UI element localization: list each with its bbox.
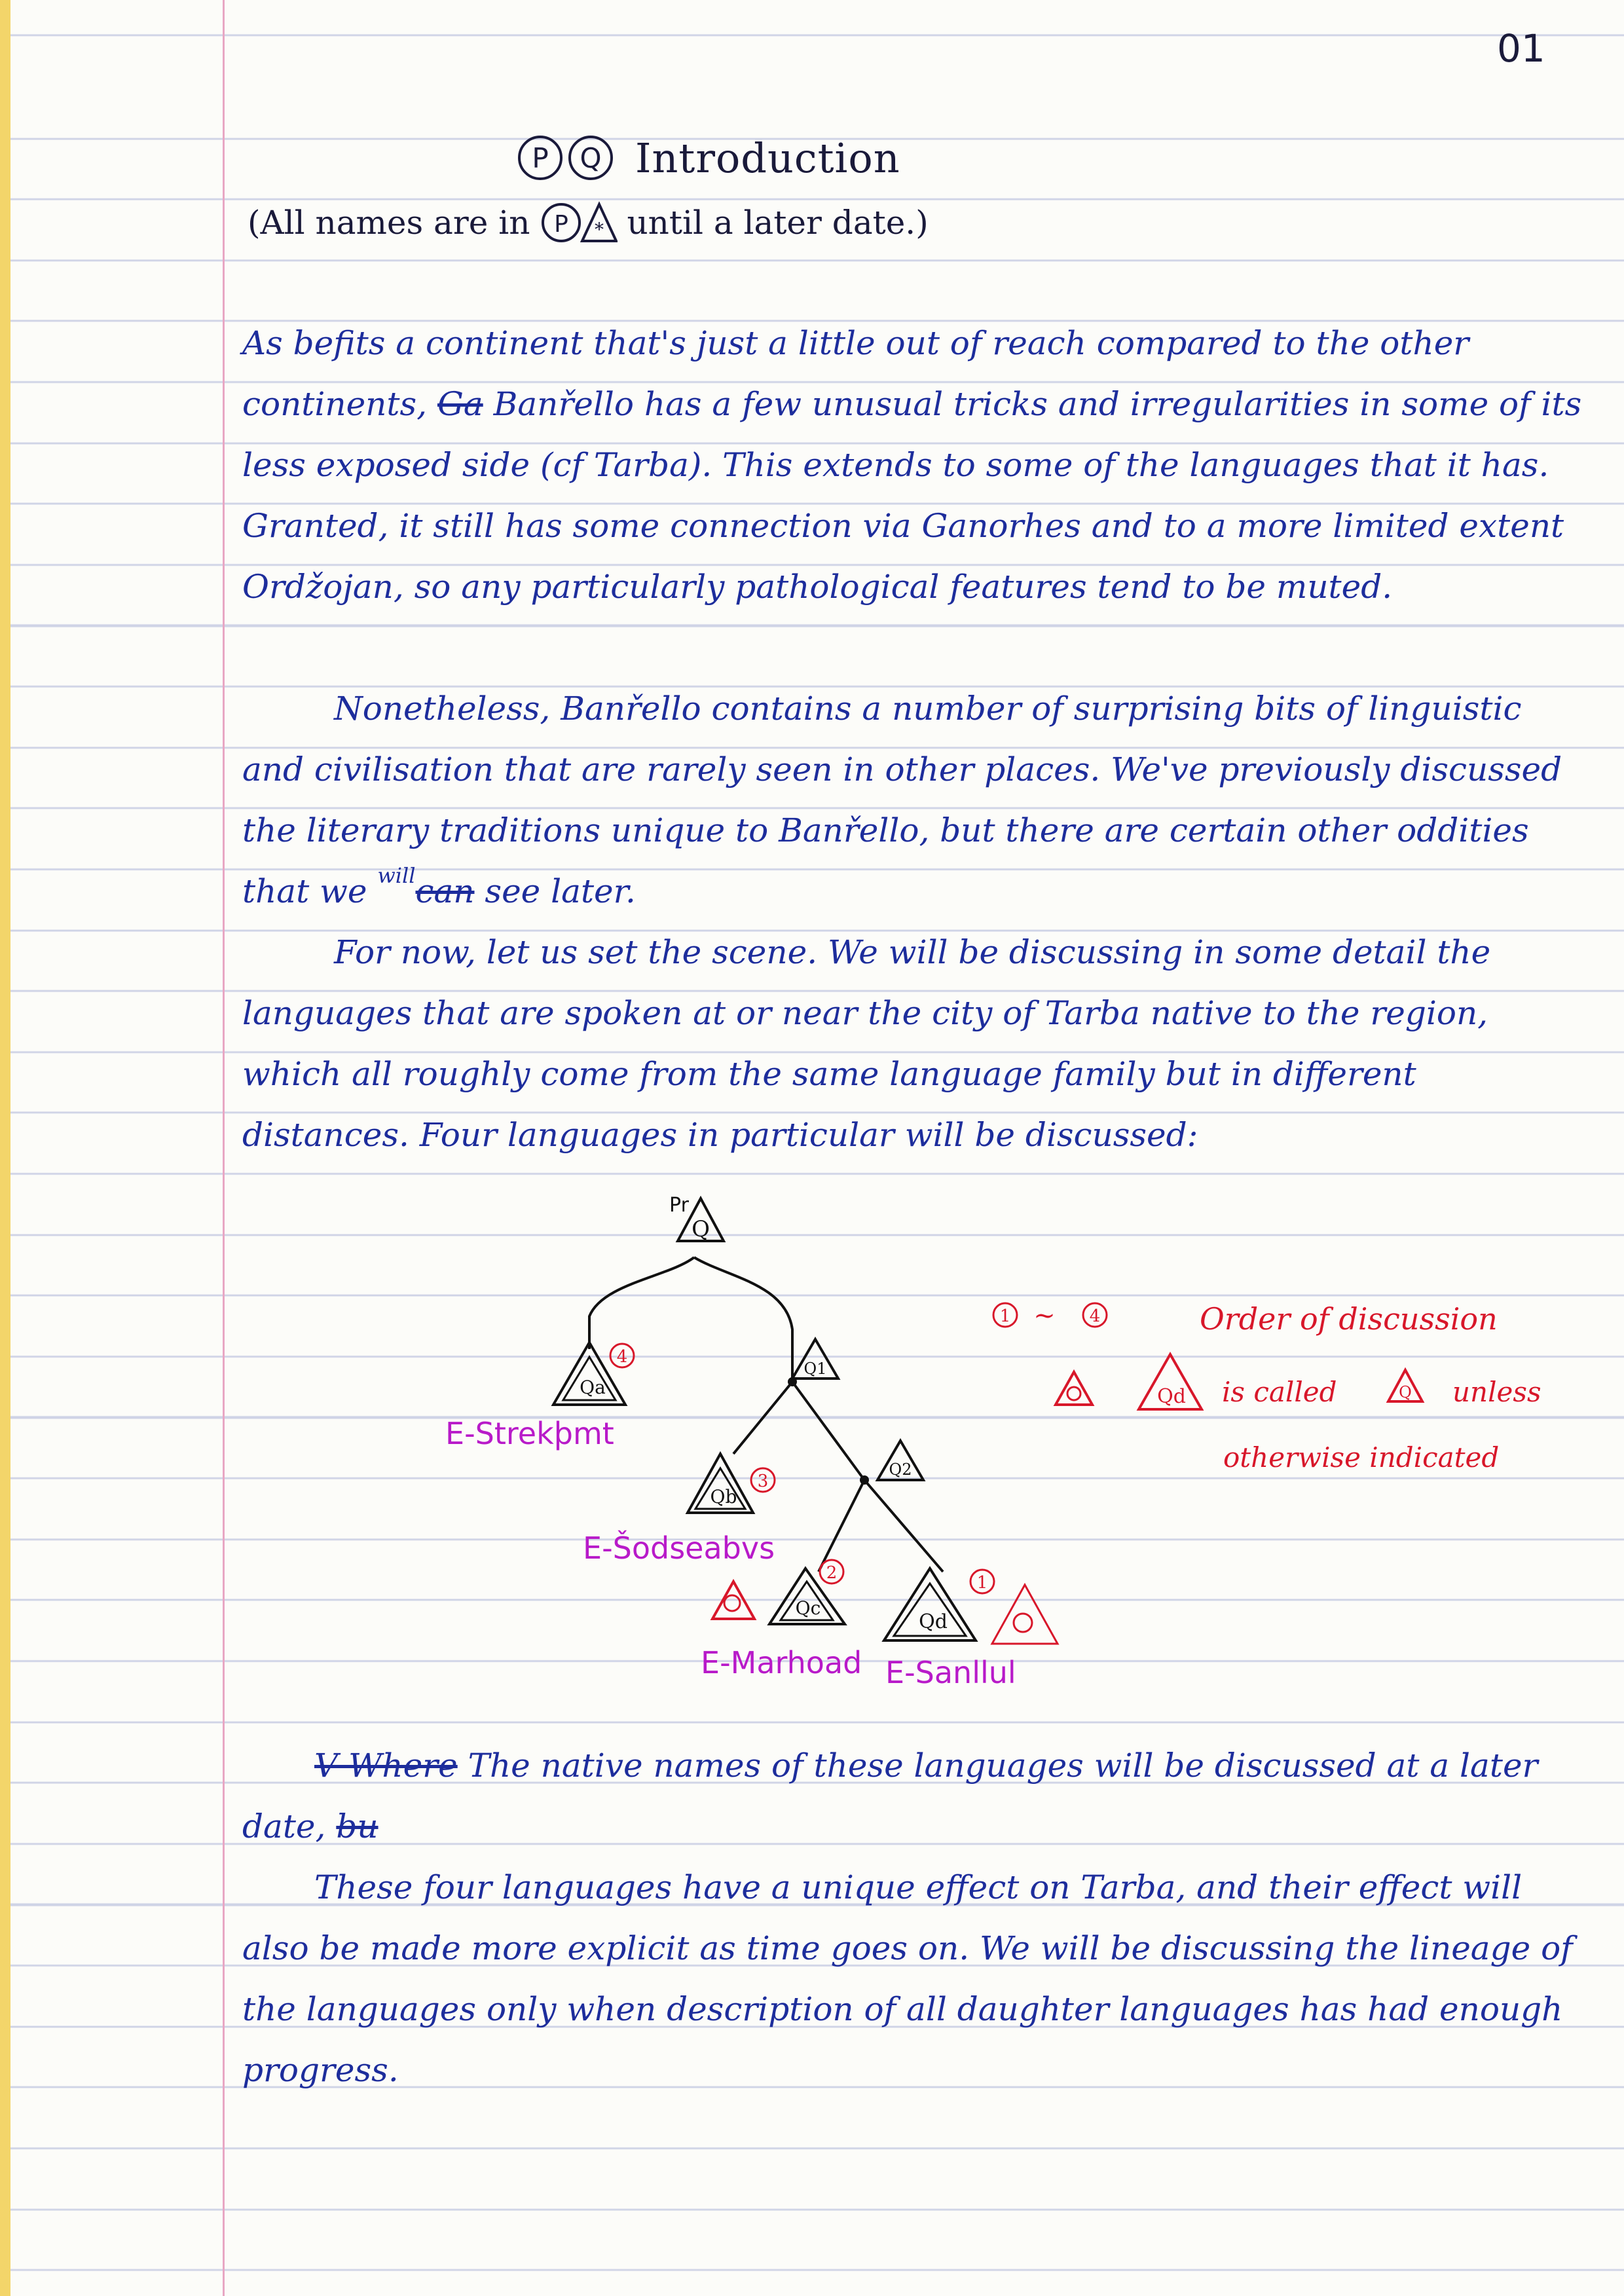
paragraph-2-text-a: Nonetheless, Banřello contains a number of surprising bits of linguistic and civilisation that are rarely seen in other places. We've previously discussed the literary traditions unique to Banřello, but there are certain other oddities that we: [242, 690, 1562, 910]
order-3-label: 3: [757, 1472, 769, 1491]
paragraph-1: [242, 313, 1591, 618]
proto-q-symbol-icon: [511, 128, 629, 187]
page-number: 01: [1497, 26, 1545, 71]
qb-label: Qb: [710, 1486, 737, 1508]
legend-unless: unless: [1452, 1376, 1541, 1408]
qc-label: Qc: [795, 1597, 821, 1619]
qc-red-triangle: [712, 1582, 754, 1619]
svg-text:Q: Q: [1399, 1383, 1412, 1401]
margin-line: [223, 0, 225, 2296]
svg-text:*: *: [595, 219, 604, 240]
svg-text:Q: Q: [580, 142, 602, 174]
order-2-label: 2: [826, 1563, 838, 1583]
order-legend: [993, 1301, 1541, 1473]
language-sodseabvs: E-Šodseabvs: [583, 1530, 775, 1566]
page-edge: [0, 0, 10, 2296]
struck-word: Ga: [437, 385, 483, 423]
proto-script-symbol-icon: [539, 199, 618, 246]
struck-word: V Where: [314, 1747, 458, 1785]
root-node-label: Q: [692, 1216, 710, 1242]
page-title: Introduction: [635, 134, 900, 182]
q1-label: Q1: [803, 1360, 827, 1378]
paragraph-3: [242, 922, 1591, 1166]
order-4-label: 4: [616, 1347, 628, 1367]
paragraph-5-text: These four languages have a unique effect on Tarba, and their effect will also be made more explicit as time goes on. We will be discussing the lineage of the languages only when description of all daughter languages has had enough progress.: [242, 1868, 1573, 2089]
paragraph-1-text-a: As befits a continent that's just a little out of reach compared to the other continents,: [242, 324, 1469, 423]
paragraph-4: [242, 1735, 1591, 1857]
legend-order-label: Order of discussion: [1200, 1301, 1498, 1337]
names-note: [248, 196, 929, 249]
legend-is-called: is called: [1222, 1376, 1337, 1408]
legend-range-end: 4: [1089, 1306, 1101, 1326]
names-note-start: (All names are in: [248, 204, 530, 242]
paragraph-2: [242, 678, 1591, 926]
language-strekpmt: E-Strekþmt: [445, 1416, 614, 1451]
legend-qd-label: Qd: [1157, 1385, 1186, 1408]
q2-label: Q2: [889, 1460, 912, 1479]
paragraph-5: [242, 1857, 1591, 2101]
inserted-word: will: [377, 863, 416, 888]
svg-text:P: P: [532, 142, 549, 174]
paragraph-3-text: For now, let us set the scene. We will be discussing in some detail the languages that are spoken at or near the city of Tarba native to the region, which all roughly come from the same language family but in different distances. Four languages in particular will be discussed:: [242, 933, 1491, 1154]
paragraph-4-text: The native names of these languages will be discussed at a later date,: [242, 1747, 1538, 1845]
root-label: Pr: [669, 1194, 689, 1217]
language-sanllul: E-Sanllul: [885, 1655, 1016, 1690]
order-1-label: 1: [976, 1573, 988, 1593]
language-marhoad: E-Marhoad: [701, 1645, 862, 1680]
svg-text:P: P: [554, 211, 569, 238]
paragraph-2-text-b: see later.: [485, 872, 636, 910]
language-family-tree: [0, 1179, 1624, 1703]
legend-otherwise: otherwise indicated: [1223, 1441, 1500, 1473]
names-note-end: until a later date.): [627, 204, 929, 242]
page-title-row: [511, 128, 900, 187]
qd-label: Qd: [919, 1610, 948, 1633]
struck-word: can: [415, 872, 475, 910]
paragraph-1-text-b: Banřello has a few unusual tricks and irregularities in some of its less exposed side (cf Tarba). This extends to some of the languages that it has. Granted, it still has some connection via Ganorhes and to a more limited extent Ordžojan, so any particularly pathological features tend to be muted.: [242, 385, 1582, 606]
qa-label: Qa: [580, 1377, 606, 1398]
legend-range-start: 1: [999, 1306, 1011, 1326]
struck-word: bu: [336, 1807, 378, 1845]
legend-range-sep: ~: [1033, 1301, 1056, 1331]
